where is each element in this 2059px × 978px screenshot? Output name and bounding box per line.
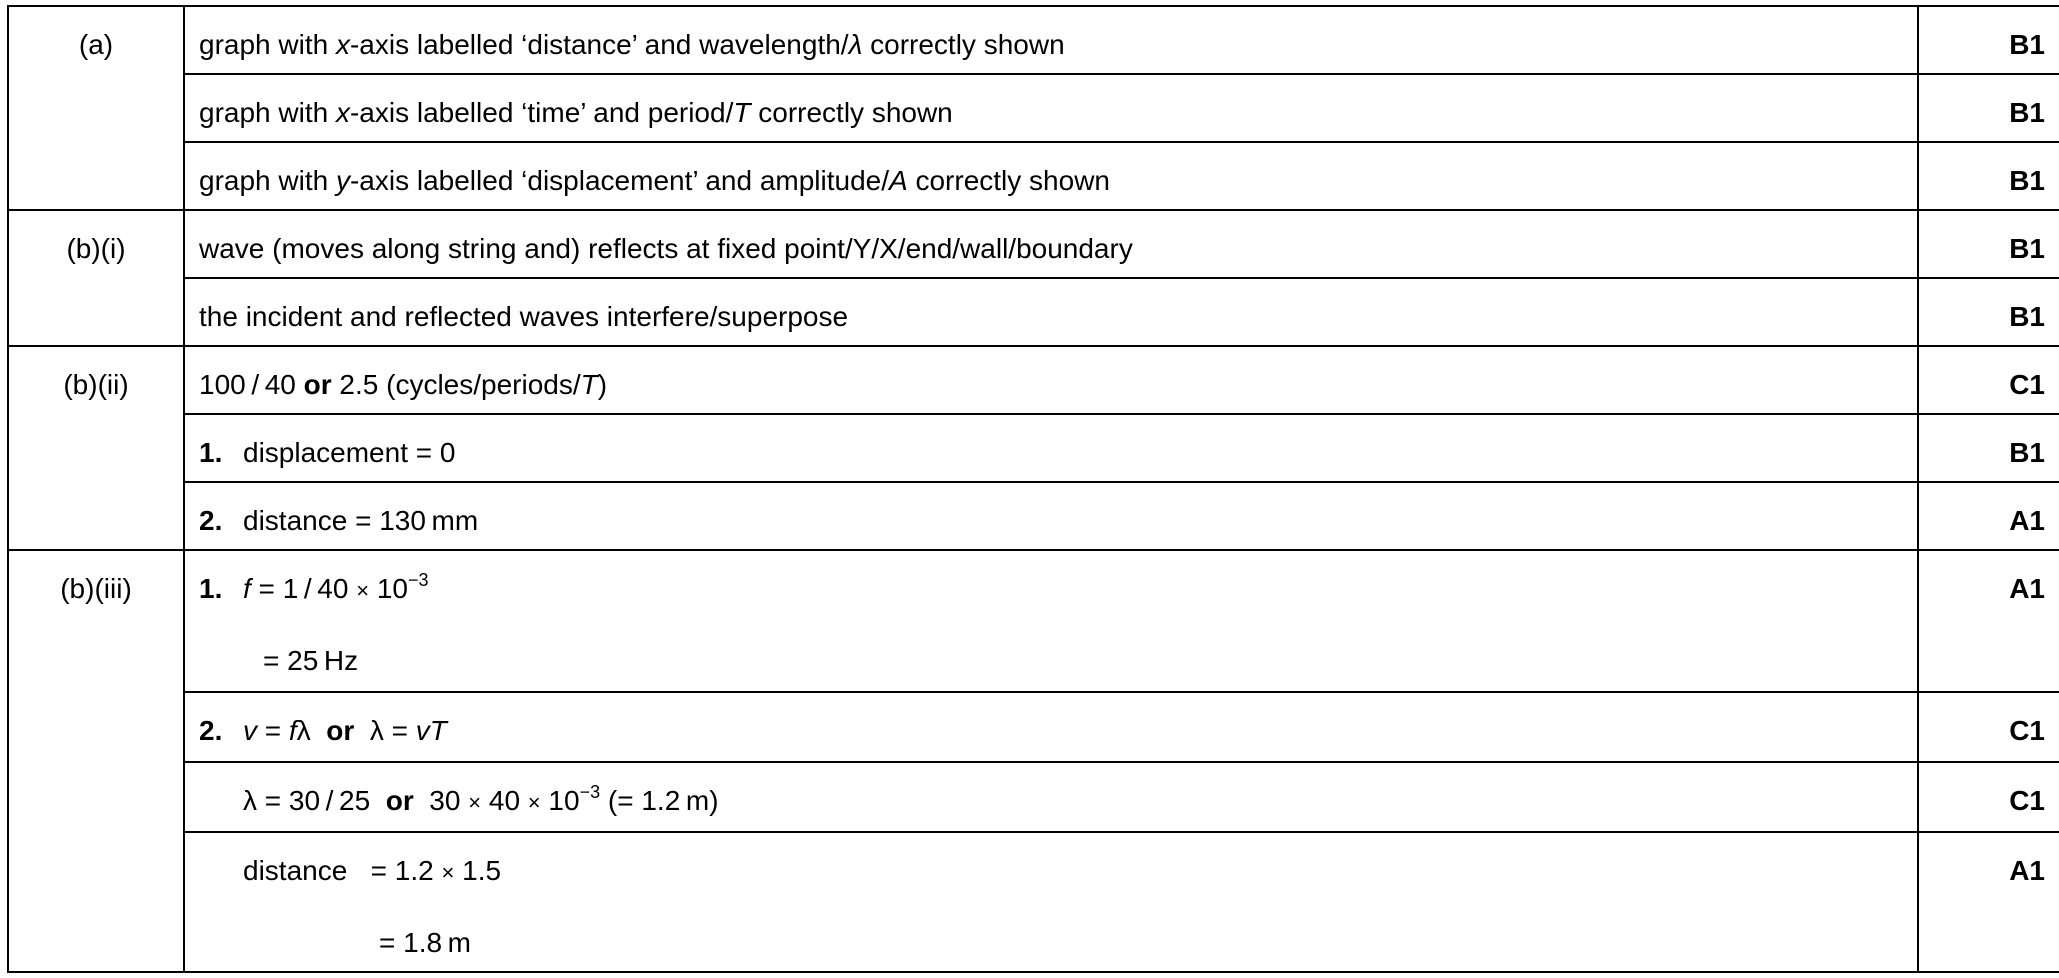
mark-cell: C1 [1918,692,2059,762]
answer-text: -axis labelled ‘time’ and period/ [349,97,734,128]
answer-cell [184,6,1918,74]
answer-text: 1.5 [454,855,502,886]
table-row [8,74,2059,142]
question-part-label: (b)(iii) [8,550,184,972]
question-part-label: (b)(ii) [8,346,184,550]
answer-cell [184,692,1918,762]
mark-cell: B1 [1918,142,2059,210]
answer-text: -axis labelled ‘displacement’ and amplitude/ [349,165,890,196]
table-row [8,346,2059,414]
times-symbol: × [356,578,370,603]
answer-cell [184,762,1918,832]
mark-cell: B1 [1918,74,2059,142]
answer-symbol: λ [369,715,384,746]
answer-keyword: or [303,369,332,400]
mark-cell: B1 [1918,278,2059,346]
answer-text: 10 [369,573,408,604]
answer-cell [184,346,1918,414]
answer-symbol: λ [243,785,257,816]
table-row [8,762,2059,832]
answer-text: displacement = 0 [243,437,456,468]
table-row [8,142,2059,210]
answer-cell [184,482,1918,550]
answer-label: distance [243,855,348,886]
answer-symbol: λ [296,715,311,746]
mark-cell: A1 [1918,482,2059,550]
answer-cell [184,414,1918,482]
answer-text: 2.5 (cycles/periods/ [331,369,581,400]
table-row [8,550,2059,692]
answer-text: = 30 / 25 [257,785,378,816]
answer-symbol: T [733,97,751,128]
indent-spacer [199,855,243,886]
answer-text: = 1.2 [370,855,442,886]
answer-line [199,855,1917,887]
answer-variable: x [335,97,350,128]
answer-text: = [383,715,416,746]
answer-text: = 1 / 40 [250,573,357,604]
table-row [8,210,2059,278]
answer-text: correctly shown [750,97,953,128]
answer-text: distance = 130 mm [243,505,479,536]
exponent: −3 [407,570,429,590]
item-number: 2. [199,715,223,746]
answer-text: graph with [199,29,336,60]
mark-cell: B1 [1918,414,2059,482]
answer-text: 100 / 40 [199,369,304,400]
answer-text: ) [597,369,608,400]
answer-text: graph with [199,165,336,196]
times-symbol: × [441,860,455,885]
answer-cell: wave (moves along string and) reflects at fixed point/Y/X/end/wall/boundary [184,210,1918,278]
answer-line: = 25 Hz [263,645,359,676]
times-symbol: × [468,790,482,815]
answer-line: = 1.8 m [379,927,471,958]
answer-variable: vT [415,715,447,746]
answer-line [199,570,1917,605]
answer-text: 40 [481,785,528,816]
mark-cell: C1 [1918,346,2059,414]
mark-cell: C1 [1918,762,2059,832]
table-row [8,414,2059,482]
answer-symbol: λ [848,29,863,60]
answer-cell: the incident and reflected waves interfere/superpose [184,278,1918,346]
mark-cell: B1 [1918,6,2059,74]
table-row [8,832,2059,972]
times-symbol: × [527,790,541,815]
item-number: 1. [199,437,223,468]
mark-scheme-table [7,5,2059,973]
answer-text: -axis labelled ‘distance’ and wavelength/ [349,29,849,60]
answer-variable: f [288,715,297,746]
answer-variable: f [243,573,251,604]
answer-symbol: A [889,165,908,196]
table-row [8,278,2059,346]
mark-cell: A1 [1918,832,2059,972]
answer-text: correctly shown [862,29,1065,60]
exponent: −3 [579,782,601,802]
indent-spacer [199,785,243,816]
answer-variable: y [335,165,350,196]
answer-text: correctly shown [907,165,1110,196]
table-row [8,6,2059,74]
answer-variable: v [243,715,257,746]
answer-cell [184,832,1918,972]
answer-cell [184,550,1918,692]
question-part-label: (b)(i) [8,210,184,346]
mark-cell: B1 [1918,210,2059,278]
answer-cell [184,142,1918,210]
answer-keyword: or [326,715,355,746]
answer-keyword: or [385,785,414,816]
answer-cell [184,74,1918,142]
item-number: 2. [199,505,223,536]
answer-text: graph with [199,97,336,128]
item-number: 1. [199,573,223,604]
table-row [8,692,2059,762]
answer-symbol: T [580,369,598,400]
table-row [8,482,2059,550]
answer-text: 30 [421,785,469,816]
question-part-label: (a) [8,6,184,210]
answer-variable: x [335,29,350,60]
mark-cell: A1 [1918,550,2059,692]
answer-text: = [257,715,289,746]
answer-text: (= 1.2 m) [600,785,719,816]
answer-text: 10 [540,785,580,816]
